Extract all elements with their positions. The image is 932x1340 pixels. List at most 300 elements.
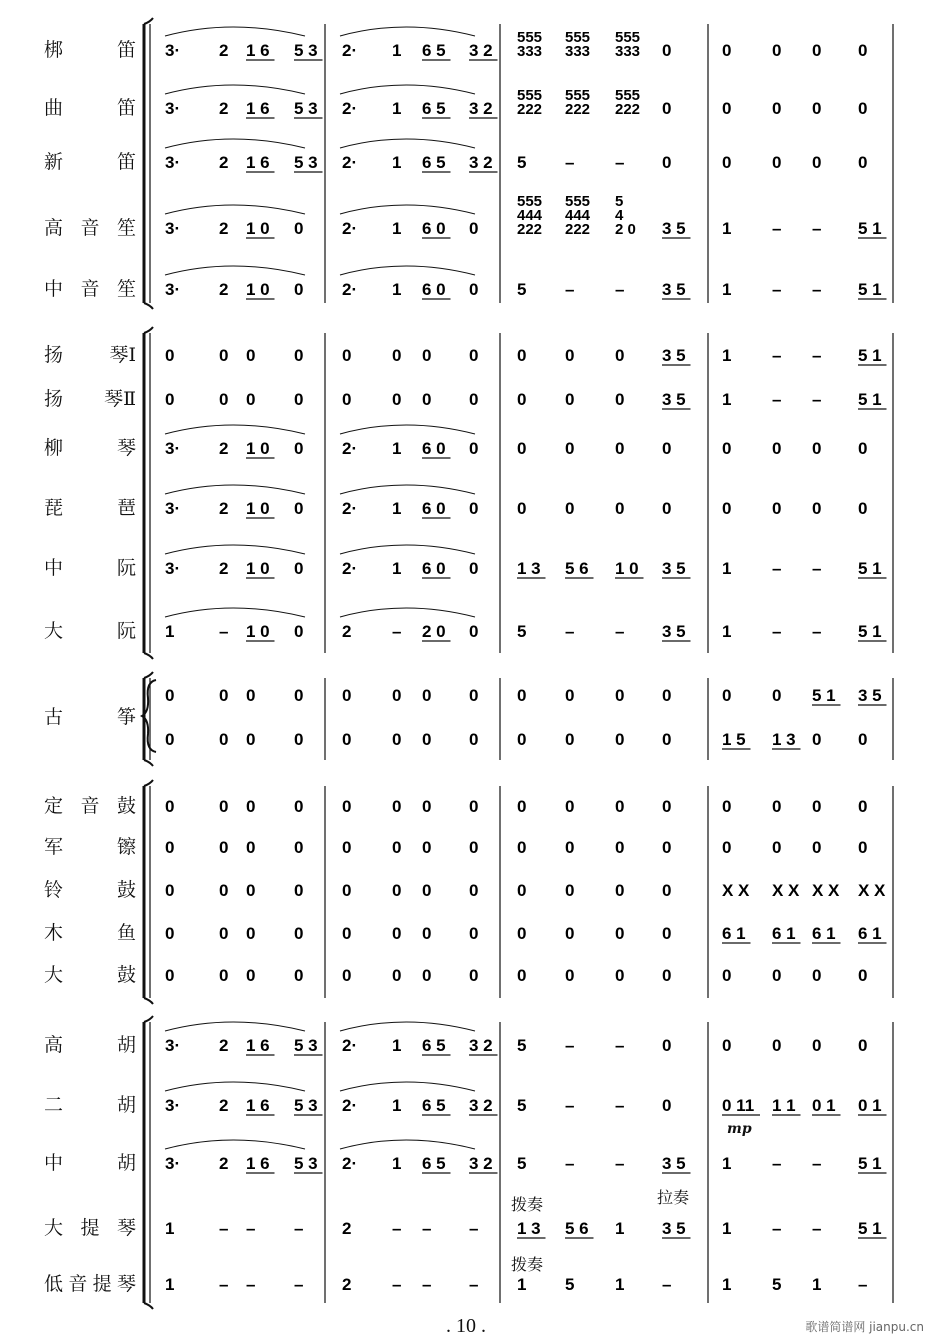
note: – xyxy=(219,1219,229,1238)
note: 0 xyxy=(469,881,479,900)
note: 2 xyxy=(342,622,352,641)
note: 3· xyxy=(165,499,181,518)
note: – xyxy=(246,1275,256,1294)
note: 0 xyxy=(858,499,868,518)
note: 0 xyxy=(662,838,672,857)
note: 3 2 xyxy=(469,99,493,118)
note: 0 xyxy=(422,797,432,816)
note: 2· xyxy=(342,99,358,118)
note: 0 xyxy=(812,41,822,60)
note: 1 6 xyxy=(246,99,270,118)
note: 0 xyxy=(392,797,402,816)
slur xyxy=(340,485,475,494)
note: 3 5 xyxy=(662,622,686,641)
instrument-label xyxy=(44,879,136,901)
slur xyxy=(340,608,475,617)
chord-note: 222 xyxy=(517,221,543,238)
note: 0 xyxy=(246,686,256,705)
note: 1 0 xyxy=(615,559,639,578)
instrument-label-char: 柳 xyxy=(44,437,64,459)
note: – xyxy=(812,1219,822,1238)
note: 0 xyxy=(812,838,822,857)
instrument-label-char: 中 xyxy=(44,278,64,300)
note: 0 xyxy=(517,439,527,458)
slur xyxy=(340,85,475,94)
slur xyxy=(165,608,305,617)
note: – xyxy=(812,390,822,409)
instrument-label-char: 军 xyxy=(44,836,64,858)
instrument-label-char: 阮 xyxy=(116,557,136,579)
note: 0 xyxy=(772,966,782,985)
chord-note: 555 xyxy=(565,87,591,104)
note: 0 xyxy=(246,346,256,365)
note: – xyxy=(615,1096,625,1115)
note: 0 xyxy=(294,730,304,749)
note: 0 xyxy=(565,346,575,365)
note: 0 xyxy=(858,966,868,985)
instrument-label-char: 大 xyxy=(44,964,64,986)
note: – xyxy=(392,622,402,641)
note: 5 xyxy=(517,280,527,299)
instrument-label-char: 鼓 xyxy=(116,879,136,901)
instrument-label-char: 琴Ⅰ xyxy=(109,344,136,366)
note: 0 xyxy=(219,966,229,985)
note: 2· xyxy=(342,1096,358,1115)
chord-note: 333 xyxy=(565,43,591,60)
chord-note: 333 xyxy=(517,43,543,60)
instrument-label xyxy=(44,557,136,579)
note: 2 xyxy=(219,1036,229,1055)
note: – xyxy=(422,1219,432,1238)
note: 1 xyxy=(392,439,402,458)
note: 2· xyxy=(342,280,358,299)
instrument-label-char: 胡 xyxy=(116,1152,136,1174)
note: 0 xyxy=(517,730,527,749)
note: 5 1 xyxy=(812,686,836,705)
note: 2 xyxy=(219,99,229,118)
instrument-label-char: 中 xyxy=(44,1152,64,1174)
instrument-label-char: 定 xyxy=(44,795,64,817)
note: 3 5 xyxy=(858,686,882,705)
note: 1 xyxy=(615,1275,625,1294)
note: 0 xyxy=(219,686,229,705)
note: – xyxy=(812,219,822,238)
note: – xyxy=(858,1275,868,1294)
note: 5 6 xyxy=(565,559,589,578)
note: 0 xyxy=(517,797,527,816)
note: 0 xyxy=(722,686,732,705)
instrument-label-char: 笛 xyxy=(116,39,136,61)
note: 5 1 xyxy=(858,280,882,299)
note: 0 xyxy=(772,499,782,518)
note: 0 xyxy=(517,924,527,943)
note: 3 2 xyxy=(469,1036,493,1055)
instrument-label-char: 胡 xyxy=(116,1094,136,1116)
note: 0 xyxy=(246,730,256,749)
slur xyxy=(340,27,475,36)
note: 0 xyxy=(615,730,625,749)
note: 0 xyxy=(565,797,575,816)
note: 5 1 xyxy=(858,1154,882,1173)
note: – xyxy=(615,1154,625,1173)
note: 1 xyxy=(812,1275,822,1294)
note: 0 xyxy=(294,390,304,409)
slur xyxy=(340,1140,475,1149)
note: 0 xyxy=(722,439,732,458)
note: 1 6 xyxy=(246,1036,270,1055)
note: 2· xyxy=(342,41,358,60)
instrument-label-char: 琵 xyxy=(44,497,64,519)
note: 0 xyxy=(662,966,672,985)
note: 5 xyxy=(517,622,527,641)
note: 0 xyxy=(469,797,479,816)
note: 0 xyxy=(772,439,782,458)
note: 0 xyxy=(422,881,432,900)
note: 0 xyxy=(422,730,432,749)
note: 6 0 xyxy=(422,559,446,578)
instrument-label-char: 扬 xyxy=(44,388,64,410)
pizzicato-mark-1: 拨奏 xyxy=(511,1195,544,1214)
note: 0 xyxy=(615,499,625,518)
note: 6 1 xyxy=(858,924,882,943)
note: 0 xyxy=(219,797,229,816)
notes-layer xyxy=(165,27,887,1294)
note: 1 xyxy=(392,280,402,299)
note: 0 xyxy=(294,881,304,900)
note: 6 5 xyxy=(422,99,446,118)
note: 1 xyxy=(165,622,175,641)
instrument-label-char: 阮 xyxy=(116,620,136,642)
note: 2 xyxy=(219,41,229,60)
note: 5 3 xyxy=(294,1036,318,1055)
note: 0 11 xyxy=(722,1096,755,1115)
note: – xyxy=(565,1036,575,1055)
chord-note: 555 xyxy=(565,193,591,210)
note: 0 xyxy=(165,346,175,365)
note: 0 xyxy=(517,499,527,518)
note: 1 xyxy=(165,1275,175,1294)
instrument-label xyxy=(44,922,136,944)
instrument-label-char: 琶 xyxy=(116,497,136,519)
note: 1 xyxy=(392,41,402,60)
note: 1 xyxy=(392,153,402,172)
note: 0 xyxy=(342,881,352,900)
note: 6 1 xyxy=(722,924,746,943)
note: 0 xyxy=(392,346,402,365)
note: 0 xyxy=(165,390,175,409)
note: 0 xyxy=(812,499,822,518)
note: 1 0 xyxy=(246,439,270,458)
note: 0 xyxy=(294,686,304,705)
note: 5 1 xyxy=(858,559,882,578)
note: 6 1 xyxy=(772,924,796,943)
note: 3· xyxy=(165,219,181,238)
instrument-label-char: 中 xyxy=(44,557,64,579)
instrument-label xyxy=(44,1034,136,1056)
note: – xyxy=(294,1275,304,1294)
instrument-label-char: 笙 xyxy=(116,278,136,300)
note: – xyxy=(469,1219,479,1238)
note: 0 xyxy=(294,559,304,578)
note: 5 xyxy=(565,1275,575,1294)
note: 0 xyxy=(392,881,402,900)
note: – xyxy=(565,1096,575,1115)
slur xyxy=(165,425,305,434)
note: – xyxy=(812,1154,822,1173)
note: 0 xyxy=(772,797,782,816)
note: 0 xyxy=(294,499,304,518)
note: 0 xyxy=(858,41,868,60)
note: 0 xyxy=(469,346,479,365)
instrument-label-char: 琴 xyxy=(116,1273,136,1295)
instrument-label-char: 新 xyxy=(44,151,64,173)
note: 0 xyxy=(392,838,402,857)
instrument-label-char: 木 xyxy=(44,922,64,944)
note: 1 xyxy=(165,1219,175,1238)
instrument-label-char: 琴Ⅱ xyxy=(104,388,136,410)
note: 5 1 xyxy=(858,346,882,365)
note: 0 xyxy=(565,881,575,900)
note: 0 xyxy=(246,797,256,816)
note: 0 xyxy=(469,622,479,641)
instrument-label-char: 高 xyxy=(44,1034,64,1056)
note: 5 xyxy=(772,1275,782,1294)
note: 5 xyxy=(517,1036,527,1055)
note: – xyxy=(392,1219,402,1238)
note: – xyxy=(615,280,625,299)
note: 1 xyxy=(722,559,732,578)
instrument-label-char: 低 xyxy=(44,1273,64,1295)
note: – xyxy=(565,280,575,299)
slur xyxy=(165,1140,305,1149)
chord-note: 555 xyxy=(615,29,641,46)
note: 0 xyxy=(469,280,479,299)
note: 6 5 xyxy=(422,1036,446,1055)
instrument-label-char: 笙 xyxy=(116,217,136,239)
chord-note: 4 xyxy=(615,207,624,224)
note: 3· xyxy=(165,1096,181,1115)
instrument-label-char: 曲 xyxy=(44,97,64,119)
note: 1 xyxy=(722,1275,732,1294)
note: 5 xyxy=(517,1154,527,1173)
note: – xyxy=(772,1219,782,1238)
note: 0 xyxy=(565,390,575,409)
note: 1 5 xyxy=(722,730,746,749)
instrument-label xyxy=(44,620,136,642)
note: 1 xyxy=(722,346,732,365)
note: 0 xyxy=(615,686,625,705)
note: 0 xyxy=(517,881,527,900)
note: 0 xyxy=(219,390,229,409)
note: 0 xyxy=(294,346,304,365)
note: 0 xyxy=(662,881,672,900)
note: 2 0 xyxy=(422,622,446,641)
note: – xyxy=(772,1154,782,1173)
note: 3· xyxy=(165,1154,181,1173)
instrument-label xyxy=(44,388,136,410)
note: 0 xyxy=(294,924,304,943)
note: 0 xyxy=(422,390,432,409)
note: 1 xyxy=(392,559,402,578)
note: 1 6 xyxy=(246,1096,270,1115)
note: 5 1 xyxy=(858,1219,882,1238)
note: 6 5 xyxy=(422,153,446,172)
instrument-label xyxy=(44,151,136,173)
note: 0 xyxy=(469,439,479,458)
note: 0 xyxy=(858,797,868,816)
note: 0 xyxy=(662,686,672,705)
instrument-label-char: 音 xyxy=(80,278,100,300)
note: 0 xyxy=(219,881,229,900)
instrument-label xyxy=(44,1094,136,1116)
note: 5 6 xyxy=(565,1219,589,1238)
note: 0 xyxy=(662,41,672,60)
chord-note: 444 xyxy=(565,207,591,224)
note: 0 xyxy=(772,686,782,705)
note: 0 xyxy=(294,439,304,458)
chord-note: 555 xyxy=(565,29,591,46)
slur xyxy=(165,85,305,94)
note: 5 3 xyxy=(294,99,318,118)
note: 0 xyxy=(517,838,527,857)
note: 1 xyxy=(722,280,732,299)
note: 0 xyxy=(469,219,479,238)
note: 0 xyxy=(812,153,822,172)
instrument-label xyxy=(44,1217,136,1239)
instrument-label xyxy=(44,344,136,366)
note: 2· xyxy=(342,1154,358,1173)
note: 2 xyxy=(219,1154,229,1173)
note: 0 xyxy=(722,99,732,118)
note: 1 xyxy=(615,1219,625,1238)
instrument-label-char: 扬 xyxy=(44,344,64,366)
note: 0 xyxy=(392,686,402,705)
note: 0 xyxy=(165,797,175,816)
instrument-label-char: 笛 xyxy=(116,151,136,173)
note: 5 xyxy=(517,153,527,172)
note: 2 xyxy=(219,1096,229,1115)
note: – xyxy=(615,153,625,172)
note: X X xyxy=(722,881,750,900)
instrument-label xyxy=(44,278,136,300)
note: 1 0 xyxy=(246,280,270,299)
note: 1 6 xyxy=(246,1154,270,1173)
instrument-label xyxy=(44,437,136,459)
instrument-label-char: 胡 xyxy=(116,1034,136,1056)
watermark: 歌谱简谱网 jianpu.cn xyxy=(805,1320,924,1334)
note: – xyxy=(772,280,782,299)
instrument-label-char: 琴 xyxy=(116,1217,136,1239)
note: 0 xyxy=(469,390,479,409)
note: 3 5 xyxy=(662,1154,686,1173)
note: 0 xyxy=(422,346,432,365)
note: 3· xyxy=(165,1036,181,1055)
chord-note: 555 xyxy=(517,29,543,46)
note: 6 0 xyxy=(422,219,446,238)
note: 0 xyxy=(392,730,402,749)
chord-note: 222 xyxy=(615,101,641,118)
note: 1 3 xyxy=(517,1219,541,1238)
note: 1 6 xyxy=(246,153,270,172)
note: 5 1 xyxy=(858,622,882,641)
instrument-label-char: 古 xyxy=(44,706,64,728)
note: 0 xyxy=(812,966,822,985)
note: – xyxy=(662,1275,672,1294)
note: 0 xyxy=(858,1036,868,1055)
note: 6 0 xyxy=(422,280,446,299)
slur xyxy=(340,425,475,434)
instrument-label-char: 提 xyxy=(80,1217,100,1239)
note: 0 xyxy=(722,838,732,857)
instrument-label xyxy=(44,39,136,61)
note: 0 xyxy=(722,797,732,816)
instrument-label-char: 镲 xyxy=(116,836,136,858)
chord-note: 2 0 xyxy=(615,221,636,238)
note: 0 xyxy=(422,924,432,943)
slur xyxy=(165,1022,305,1031)
note: 0 xyxy=(565,686,575,705)
chord-note: 555 xyxy=(517,193,543,210)
note: 0 xyxy=(662,730,672,749)
instrument-label-char: 大 xyxy=(44,1217,64,1239)
note: 2 xyxy=(219,153,229,172)
slur xyxy=(340,139,475,148)
note: 0 xyxy=(165,881,175,900)
instrument-label-char: 鼓 xyxy=(116,795,136,817)
note: 0 xyxy=(615,390,625,409)
note: 0 xyxy=(662,924,672,943)
slur xyxy=(165,139,305,148)
note: 0 xyxy=(294,838,304,857)
note: 0 xyxy=(422,838,432,857)
note: 3· xyxy=(165,99,181,118)
note: X X xyxy=(772,881,800,900)
note: 1 xyxy=(392,1096,402,1115)
note: 0 1 xyxy=(812,1096,836,1115)
note: 5 xyxy=(517,1096,527,1115)
note: 0 xyxy=(772,1036,782,1055)
note: 1 6 xyxy=(246,41,270,60)
note: 1 xyxy=(722,1219,732,1238)
note: 3· xyxy=(165,439,181,458)
note: – xyxy=(812,280,822,299)
instrument-label xyxy=(44,706,136,728)
note: 0 xyxy=(294,797,304,816)
instrument-label xyxy=(44,964,136,986)
note: 0 xyxy=(219,924,229,943)
note: 3 2 xyxy=(469,153,493,172)
note: 0 xyxy=(722,41,732,60)
note: 0 xyxy=(219,346,229,365)
note: 0 xyxy=(294,280,304,299)
note: 1 xyxy=(392,219,402,238)
note: – xyxy=(812,559,822,578)
note: 0 xyxy=(246,881,256,900)
note: 5 1 xyxy=(858,219,882,238)
instrument-label-char: 音 xyxy=(80,795,100,817)
note: 0 xyxy=(246,390,256,409)
note: 0 xyxy=(772,99,782,118)
note: 2· xyxy=(342,559,358,578)
instrument-label xyxy=(44,97,136,119)
note: 0 xyxy=(858,99,868,118)
note: 0 xyxy=(469,559,479,578)
note: 2 xyxy=(219,559,229,578)
chord-note: 444 xyxy=(517,207,543,224)
note: 1 xyxy=(392,499,402,518)
note: 0 xyxy=(342,924,352,943)
note: 2 xyxy=(219,439,229,458)
